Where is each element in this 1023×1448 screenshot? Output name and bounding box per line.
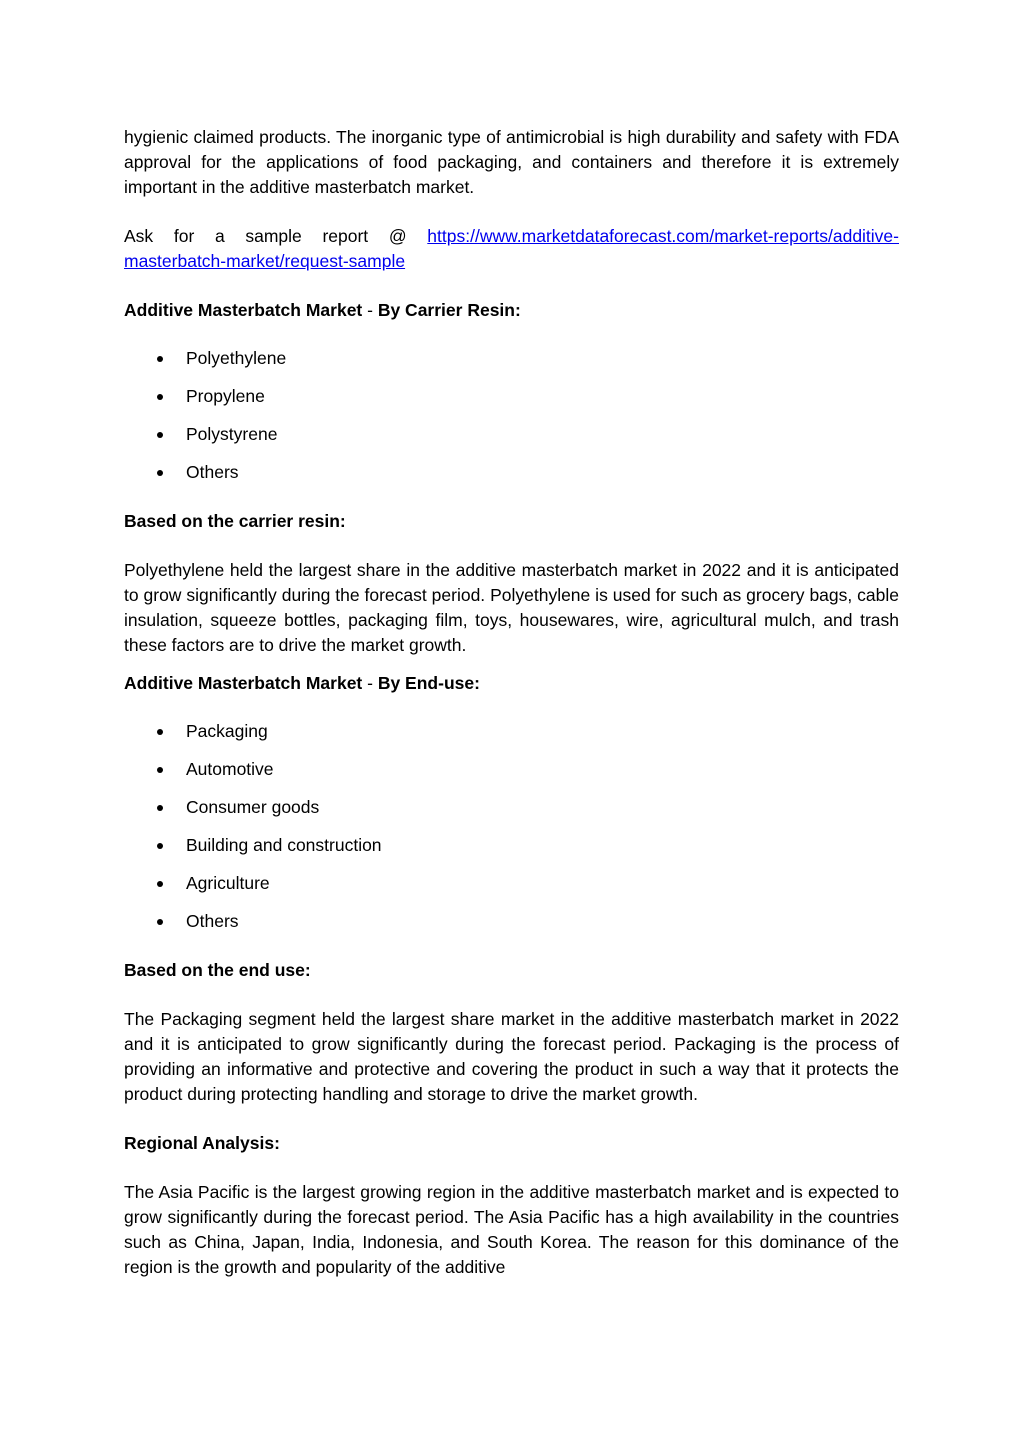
sample-report-prefix: Ask for a sample report @ [124, 226, 428, 246]
list-item-label: Agriculture [186, 873, 270, 893]
carrier-resin-heading-left: Additive Masterbatch Market [124, 300, 363, 320]
carrier-resin-heading [124, 298, 899, 323]
list-item [124, 833, 899, 871]
regional-paragraph: The Asia Pacific is the largest growing region in the additive masterbatch market and is expected to grow significantly during the forecast period. The Asia Pacific has a high availability in the countries such as China, Japan, India, Indonesia, and South Korea. The reason for this dominance of the region is the growth and popularity of the additive [124, 1182, 899, 1277]
list-item [124, 719, 899, 757]
list-item [124, 346, 899, 384]
end-use-paragraph: The Packaging segment held the largest share market in the additive masterbatch market in 2022 and it is anticipated to grow significantly during the forecast period. Packaging is the process of providing an informative and protective and covering the product in such a way that it protects the product during protecting handling and storage to drive the market growth. [124, 1009, 899, 1104]
sample-report-link[interactable]: https://www.marketdataforecast.com/market-reports/additive-masterbatch-market/request-sample [124, 226, 899, 271]
end-use-heading [124, 671, 899, 696]
bullet-icon [157, 432, 163, 438]
list-item-label: Polystyrene [186, 424, 278, 444]
list-item-label: Others [186, 911, 239, 931]
list-item [124, 422, 899, 460]
intro-paragraph: hygienic claimed products. The inorganic type of antimicrobial is high durability and safety with FDA approval for the applications of food packaging, and containers and therefore it is extremely important in the additive masterbatch market. [124, 127, 899, 197]
carrier-resin-heading-right: By Carrier Resin: [377, 300, 521, 320]
list-item-label: Packaging [186, 721, 268, 741]
list-item [124, 460, 899, 498]
list-item [124, 384, 899, 422]
end-use-list [124, 719, 899, 947]
end-use-heading-left: Additive Masterbatch Market [124, 673, 363, 693]
bullet-icon [157, 881, 163, 887]
carrier-resin-heading-dash: - [362, 300, 378, 320]
carrier-resin-list [124, 346, 899, 498]
list-item-label: Polyethylene [186, 348, 287, 368]
list-item-label: Building and construction [186, 835, 382, 855]
list-item [124, 795, 899, 833]
end-use-heading-right: By End-use: [377, 673, 480, 693]
bullet-icon [157, 805, 163, 811]
list-item [124, 909, 899, 947]
bullet-icon [157, 919, 163, 925]
bullet-icon [157, 843, 163, 849]
list-item-label: Others [186, 462, 239, 482]
list-item-label: Automotive [186, 759, 274, 779]
bullet-icon [157, 394, 163, 400]
regional-heading: Regional Analysis: [124, 1133, 280, 1153]
list-item-label: Propylene [186, 386, 265, 406]
bullet-icon [157, 356, 163, 362]
bullet-icon [157, 729, 163, 735]
carrier-resin-paragraph: Polyethylene held the largest share in the additive masterbatch market in 2022 and it is anticipated to grow significantly during the forecast period. Polyethylene is used for such as grocery bags, cable insulation, squeeze bottles, packaging film, toys, housewares, wire, agricultural mulch, and trash these factors are to drive the market growth. [124, 560, 899, 655]
list-item [124, 871, 899, 909]
carrier-resin-subheading: Based on the carrier resin: [124, 511, 346, 531]
end-use-heading-dash: - [362, 673, 378, 693]
document-page [124, 125, 899, 1280]
list-item-label: Consumer goods [186, 797, 320, 817]
sample-report-line [124, 224, 899, 274]
bullet-icon [157, 767, 163, 773]
end-use-subheading: Based on the end use: [124, 960, 311, 980]
bullet-icon [157, 470, 163, 476]
list-item [124, 757, 899, 795]
